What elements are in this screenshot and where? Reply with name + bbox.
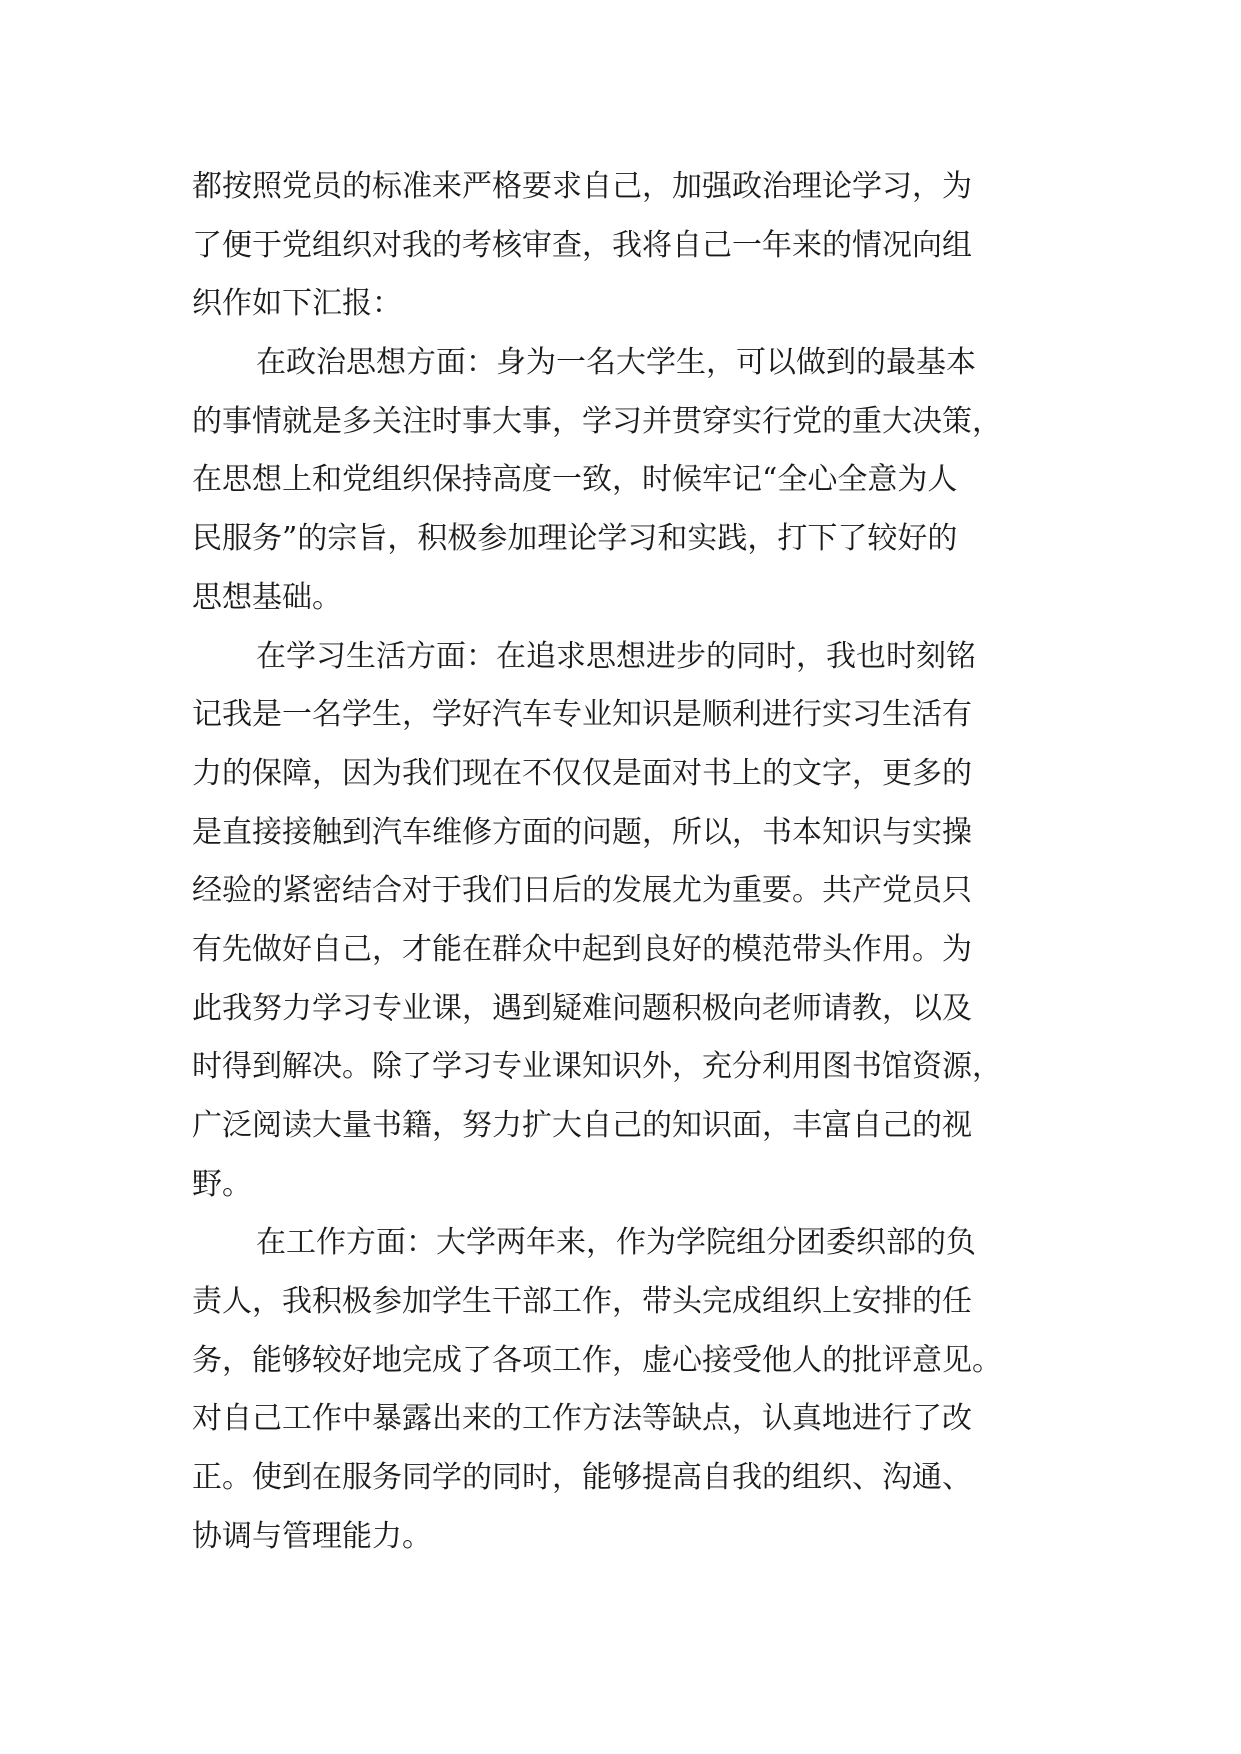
- text-line: 思想基础。: [192, 579, 342, 615]
- text-line: 民服务”的宗旨，积极参加理论学习和实践，打下了较好的: [192, 521, 958, 557]
- text-line: 在政治思想方面：身为一名大学生，可以做到的最基本: [256, 345, 976, 381]
- text-line: 有先做好自己，才能在群众中起到良好的模范带头作用。为: [192, 931, 972, 967]
- text-line: 都按照党员的标准来严格要求自己，加强政治理论学习，为: [192, 169, 972, 204]
- paragraph-study: [192, 628, 1072, 1215]
- text-line: 了便于党组织对我的考核审查，我将自己一年来的情况向组: [192, 227, 972, 263]
- paragraph-intro: [192, 158, 1072, 334]
- text-line: 正。使到在服务同学的同时，能够提高自我的组织、沟通、: [192, 1460, 972, 1496]
- text-line: 广泛阅读大量书籍，努力扩大自己的知识面，丰富自己的视: [192, 1108, 972, 1143]
- text-line: 经验的紧密结合对于我们日后的发展尤为重要。共产党员只: [192, 873, 972, 909]
- paragraph-political: [192, 334, 1072, 627]
- text-line: 对自己工作中暴露出来的工作方法等缺点，认真地进行了改: [192, 1401, 972, 1437]
- body-text: [192, 158, 1072, 1567]
- text-line: 协调与管理能力。: [192, 1518, 432, 1554]
- text-line: 务，能够较好地完成了各项工作，虚心接受他人的批评意见。: [192, 1342, 1002, 1378]
- text-line: 此我努力学习专业课，遇到疑难问题积极向老师请教，以及: [192, 990, 972, 1026]
- text-line: 是直接接触到汽车维修方面的问题，所以，书本知识与实操: [192, 814, 972, 850]
- text-line: 责人，我积极参加学生干部工作，带头完成组织上安排的任: [192, 1284, 972, 1320]
- text-line: 时得到解决。除了学习专业课知识外，充分利用图书馆资源，: [192, 1049, 1002, 1085]
- text-line: 在学习生活方面：在追求思想进步的同时，我也时刻铭: [256, 638, 976, 674]
- text-line: 记我是一名学生，学好汽车专业知识是顺利进行实习生活有: [192, 697, 972, 733]
- text-line: 野。: [192, 1166, 252, 1202]
- text-line: 力的保障，因为我们现在不仅仅是面对书上的文字，更多的: [192, 755, 972, 791]
- text-line: 织作如下汇报：: [192, 286, 402, 322]
- paragraph-work: [192, 1214, 1072, 1566]
- text-line: 在思想上和党组织保持高度一致，时候牢记“全心全意为人: [192, 462, 958, 498]
- text-line: 在工作方面：大学两年来，作为学院组分团委织部的负: [256, 1225, 976, 1261]
- text-line: 的事情就是多关注时事大事，学习并贯穿实行党的重大决策，: [192, 403, 1002, 439]
